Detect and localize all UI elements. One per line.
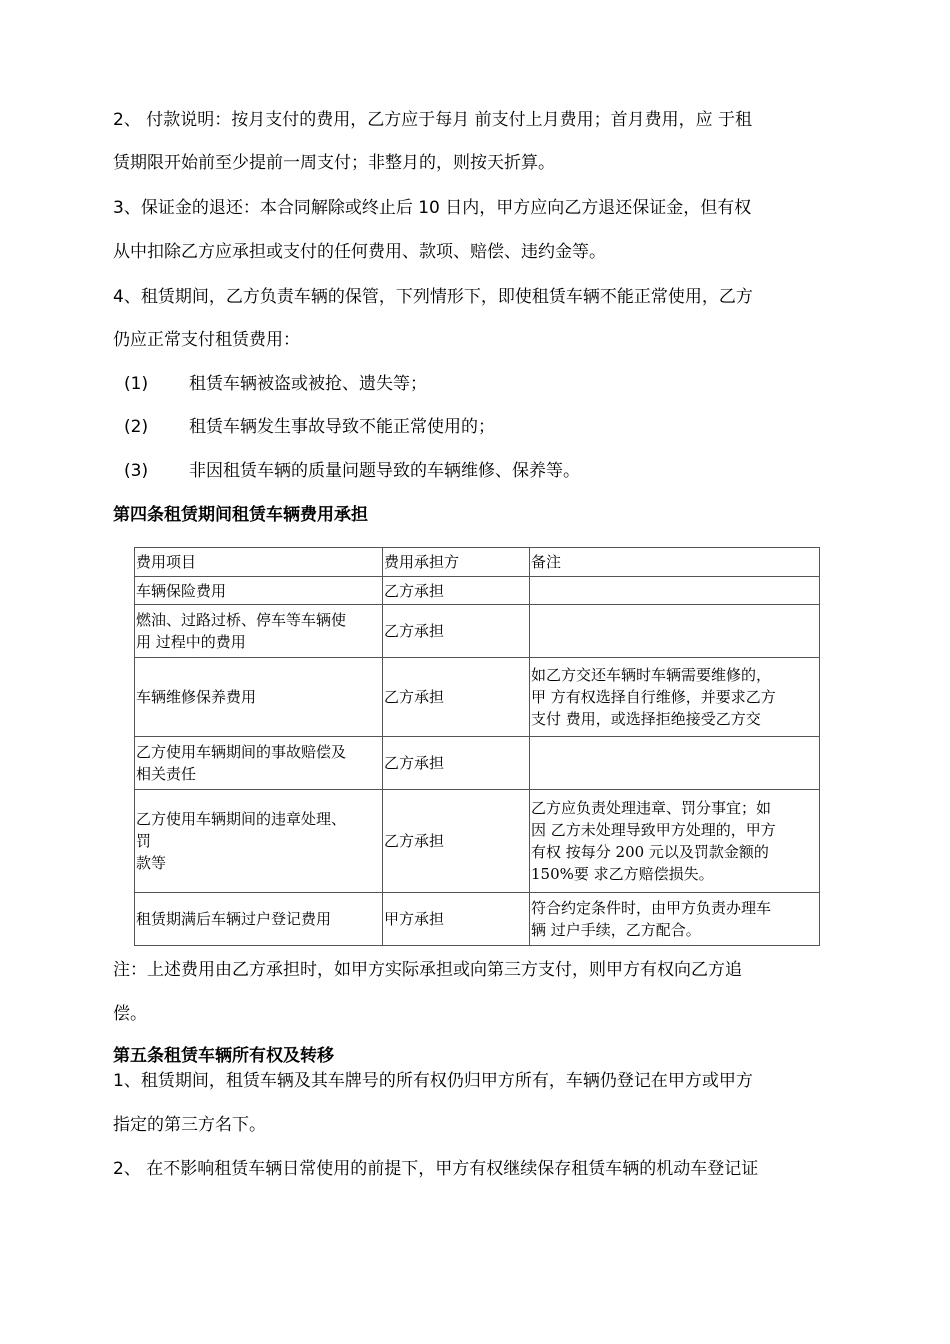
cell-item-text: 租赁期满后车辆过户登记费用 — [136, 910, 332, 928]
cell-item — [135, 893, 383, 946]
cell-item-text: 车辆维修保养费用 — [136, 688, 257, 706]
article-5-heading: 第五条租赁车辆所有权及转移 — [113, 1046, 334, 1066]
cell-party — [383, 790, 530, 893]
deposit-clause-line-1: 3、保证金的退还：本合同解除或终止后 10 日内，甲方应向乙方退还保证金，但有权 — [113, 198, 752, 218]
header-cell-note: 备注 — [530, 548, 820, 577]
table-note-line-2: 偿。 — [113, 1004, 147, 1024]
cell-item — [135, 605, 383, 658]
cell-party-text: 乙方承担 — [384, 832, 445, 850]
table-note-line-1: 注：上述费用由乙方承担时，如甲方实际承担或向第三方支付，则甲方有权向乙方追 — [113, 960, 742, 980]
payment-clause-line-2: 赁期限开始前至少提前一周支付；非整月的，则按天折算。 — [113, 153, 555, 173]
cell-party — [383, 893, 530, 946]
table-row — [135, 790, 820, 893]
cell-party-text: 乙方承担 — [384, 581, 445, 600]
cell-item — [135, 790, 383, 893]
cell-party-text: 乙方承担 — [384, 622, 445, 640]
custody-clause-line-2: 仍应正常支付租赁费用： — [113, 330, 300, 350]
cell-note-text: 如乙方交还车辆时车辆需要维修的， 甲 方有权选择自行维修，并要求乙方 支付 费用，或选择拒绝接受乙方交 — [531, 666, 776, 728]
deposit-clause-line-2: 从中扣除乙方应承担或支付的任何费用、款项、赔偿、违约金等。 — [113, 242, 606, 262]
table-row — [135, 658, 820, 737]
ownership-clause-line-2: 指定的第三方名下。 — [113, 1115, 266, 1135]
header-cell-item: 费用项目 — [135, 548, 383, 577]
cell-item — [135, 737, 383, 790]
sub-item-text: 租赁车辆被盗或被抢、遗失等； — [189, 374, 427, 394]
fee-allocation-table — [134, 547, 820, 946]
ownership-clause-line-1: 1、租赁期间，租赁车辆及其车牌号的所有权仍归甲方所有，车辆仍登记在甲方或甲方 — [113, 1071, 753, 1091]
cell-party — [383, 658, 530, 737]
sub-item-number: (3) — [124, 461, 149, 481]
table-row — [135, 577, 820, 605]
cell-party — [383, 577, 530, 605]
sub-item-number: (2) — [124, 417, 149, 437]
cell-note — [530, 658, 820, 737]
cell-note — [530, 737, 820, 790]
cell-party-text: 乙方承担 — [384, 688, 445, 706]
table-header-row — [135, 548, 820, 577]
article-4-heading: 第四条租赁期间租赁车辆费用承担 — [113, 505, 368, 525]
cell-note — [530, 577, 820, 605]
payment-clause-line-1: 2、 付款说明：按月支付的费用，乙方应于每月 前支付上月费用；首月费用，应 于租 — [113, 110, 753, 130]
certificate-clause-line-1: 2、 在不影响租赁车辆日常使用的前提下，甲方有权继续保存租赁车辆的机动车登记证 — [113, 1159, 759, 1179]
cell-note-text: 符合约定条件时，由甲方负责办理车 辆 过户手续，乙方配合。 — [531, 899, 772, 939]
header-cell-party: 费用承担方 — [383, 548, 530, 577]
cell-item-text: 乙方使用车辆期间的违章处理、 罚 款等 — [136, 810, 347, 872]
cell-note-text: 乙方应负责处理违章、罚分事宜；如 因 乙方未处理导致甲方处理的，甲方 有权 按每分 200 元以及罚款金额的 150%要 求乙方赔偿损失。 — [531, 799, 776, 883]
sub-item-text: 租赁车辆发生事故导致不能正常使用的； — [189, 417, 495, 437]
table-row — [135, 605, 820, 658]
cell-note — [530, 790, 820, 893]
table-row — [135, 893, 820, 946]
sub-item-text: 非因租赁车辆的质量问题导致的车辆维修、保养等。 — [189, 461, 580, 481]
cell-item-text: 车辆保险费用 — [136, 581, 227, 600]
cell-party — [383, 737, 530, 790]
cell-item-text: 乙方使用车辆期间的事故赔偿及 相关责任 — [136, 743, 347, 783]
cell-item — [135, 577, 383, 605]
cell-item — [135, 658, 383, 737]
cell-party-text: 甲方承担 — [384, 910, 445, 928]
cell-note — [530, 893, 820, 946]
cell-note — [530, 605, 820, 658]
cell-party — [383, 605, 530, 658]
sub-item-number: (1) — [124, 374, 149, 394]
table-row — [135, 737, 820, 790]
custody-clause-line-1: 4、租赁期间，乙方负责车辆的保管，下列情形下，即使租赁车辆不能正常使用，乙方 — [113, 287, 753, 307]
cell-item-text: 燃油、过路过桥、停车等车辆使 用 过程中的费用 — [136, 611, 347, 651]
cell-party-text: 乙方承担 — [384, 754, 445, 772]
